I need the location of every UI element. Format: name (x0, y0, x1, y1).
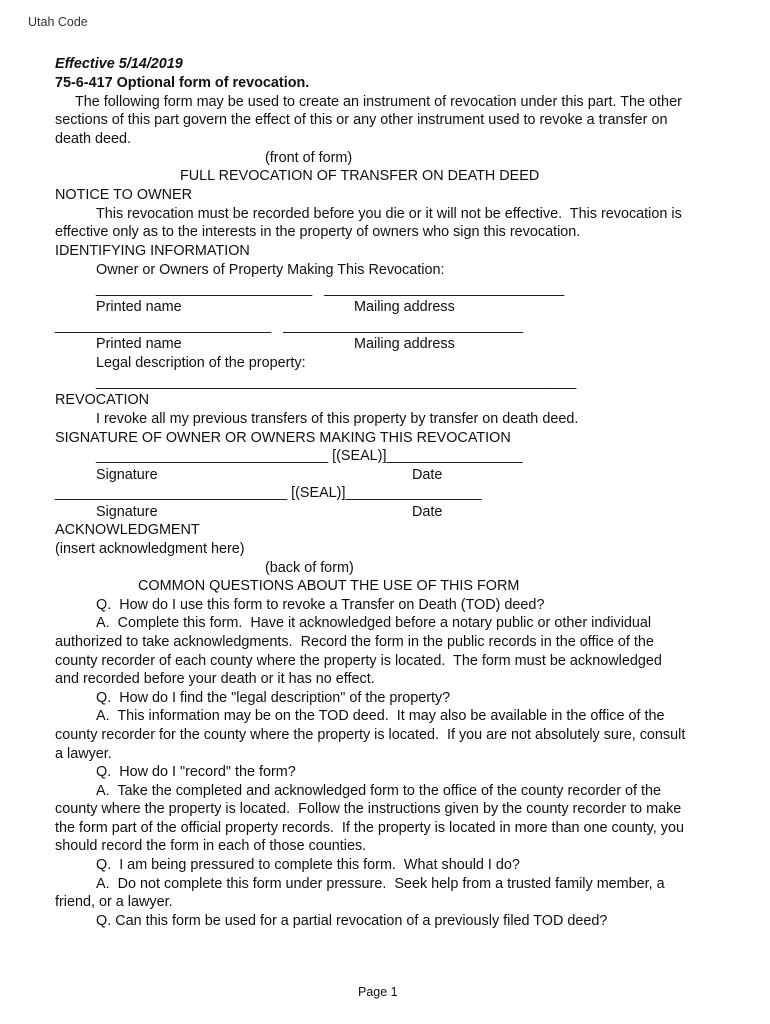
faq-answer-line: should record the form in each of those counties. (55, 838, 367, 854)
faq-answer-line: friend, or a lawyer. (55, 894, 173, 910)
notice-heading: NOTICE TO OWNER (55, 187, 192, 203)
faq-question: Q. Can this form be used for a partial revocation of a previously filed TOD deed? (96, 913, 608, 929)
page-number: Page 1 (358, 985, 398, 999)
owner-blank-line-1: ___________________________ ______________________________ (96, 281, 565, 297)
intro-line-3: death deed. (55, 131, 132, 147)
acknowledgment-heading: ACKNOWLEDGMENT (55, 522, 200, 538)
notice-line-1: This revocation must be recorded before you die or it will not be effective. This revocation is (96, 206, 682, 222)
effective-date: Effective 5/14/2019 (55, 56, 183, 72)
faq-question: Q. I am being pressured to complete this form. What should I do? (96, 857, 520, 873)
signature-label-2: Signature (96, 504, 158, 520)
date-label-2: Date (412, 504, 443, 520)
faq-answer-line: A. Complete this form. Have it acknowledged before a notary public or other individual (96, 615, 652, 631)
back-of-form-label: (back of form) (265, 560, 354, 576)
legal-description-prompt: Legal description of the property: (96, 355, 306, 371)
faq-answer-line: a lawyer. (55, 746, 112, 762)
date-label-1: Date (412, 467, 443, 483)
faq-answer-line: A. Do not complete this form under pressure. Seek help from a trusted family member, a (96, 876, 665, 892)
intro-line-2: sections of this part govern the effect of this or any other instrument used to revoke a transfer on (55, 112, 668, 128)
signature-blank-line-1: _____________________________ [(SEAL)]_________________ (96, 448, 523, 464)
faq-answer-line: county recorder of each county where the property is located. The form must be acknowledged (55, 653, 662, 669)
legal-description-blank-line: ____________________________________________________________ (96, 374, 577, 390)
printed-name-label-2: Printed name (96, 336, 182, 352)
printed-name-label-1: Printed name (96, 299, 182, 315)
acknowledgment-text: (insert acknowledgment here) (55, 541, 245, 557)
signature-label-1: Signature (96, 467, 158, 483)
faq-question: Q. How do I find the "legal description" of the property? (96, 690, 451, 706)
faq-question: Q. How do I "record" the form? (96, 764, 296, 780)
faq-question: Q. How do I use this form to revoke a Transfer on Death (TOD) deed? (96, 597, 545, 613)
owner-blank-line-2: ___________________________ ______________________________ (55, 318, 524, 334)
mailing-address-label-2: Mailing address (354, 336, 455, 352)
faq-answer-line: A. This information may be on the TOD deed. It may also be available in the office of the (96, 708, 665, 724)
front-of-form-label: (front of form) (265, 150, 353, 166)
faq-answer-line: county where the property is located. Follow the instructions given by the county recorder to make (55, 801, 682, 817)
notice-line-2: effective only as to the interests in the property of owners who sign this revocation. (55, 224, 581, 240)
faq-answer-line: authorized to take acknowledgments. Record the form in the public records in the office of the (55, 634, 654, 650)
form-heading: FULL REVOCATION OF TRANSFER ON DEATH DEED (180, 168, 540, 184)
revocation-text: I revoke all my previous transfers of this property by transfer on death deed. (96, 411, 579, 427)
faq-answer-line: county recorder for the county where the property is located. If you are not absolutely sure, consult (55, 727, 686, 743)
faq-heading: COMMON QUESTIONS ABOUT THE USE OF THIS FORM (138, 578, 520, 594)
identifying-heading: IDENTIFYING INFORMATION (55, 243, 250, 259)
revocation-heading: REVOCATION (55, 392, 150, 408)
section-title: 75-6-417 Optional form of revocation. (55, 75, 310, 91)
faq-answer-line: the form part of the official property records. If the property is located in more than one county, you (55, 820, 684, 836)
faq-answer-line: and recorded before your death or it has no effect. (55, 671, 375, 687)
signature-heading: SIGNATURE OF OWNER OR OWNERS MAKING THIS REVOCATION (55, 430, 511, 446)
intro-line-1: The following form may be used to create an instrument of revocation under this part. The other (75, 94, 682, 110)
running-head: Utah Code (28, 15, 88, 29)
mailing-address-label-1: Mailing address (354, 299, 455, 315)
signature-blank-line-2: _____________________________ [(SEAL)]_________________ (55, 485, 482, 501)
faq-answer-line: A. Take the completed and acknowledged form to the office of the county recorder of the (96, 783, 662, 799)
owner-prompt: Owner or Owners of Property Making This Revocation: (96, 262, 445, 278)
